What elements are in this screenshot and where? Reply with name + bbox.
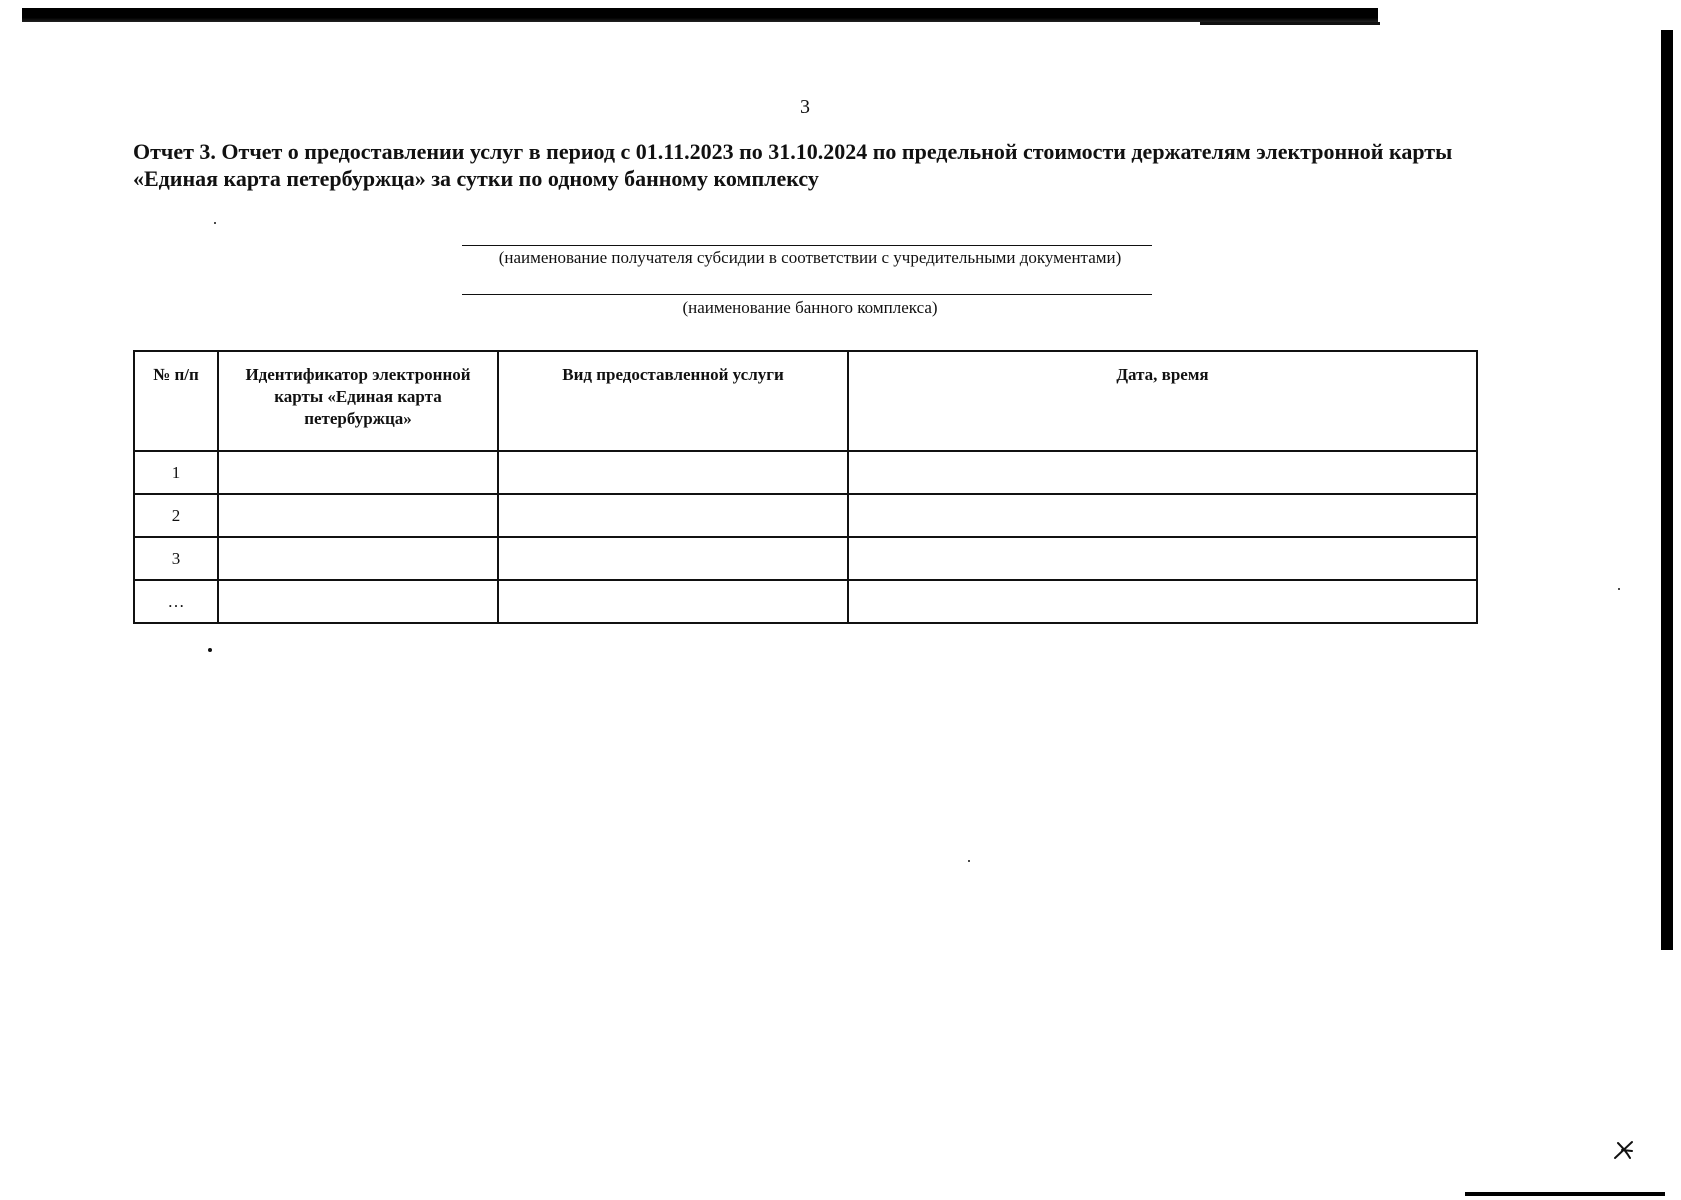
table-row	[134, 537, 1477, 580]
service-type-cell	[498, 494, 848, 537]
service-type-cell	[498, 580, 848, 623]
card-id-cell	[218, 451, 498, 494]
report-table	[133, 350, 1478, 624]
table-row	[134, 451, 1477, 494]
table-row	[134, 580, 1477, 623]
scan-edge-top-tail	[1200, 22, 1380, 25]
recipient-caption: (наименование получателя субсидии в соответствии с учредительными документами)	[498, 248, 1122, 267]
scan-edge-top	[22, 8, 1378, 22]
datetime-cell	[848, 494, 1477, 537]
table-row	[134, 494, 1477, 537]
datetime-cell	[848, 537, 1477, 580]
service-type-cell	[498, 451, 848, 494]
scan-speck	[1618, 588, 1620, 590]
card-id-cell	[218, 494, 498, 537]
scan-edge-bottom	[1465, 1192, 1665, 1196]
recipient-blank-line	[462, 245, 1152, 246]
report-title: Отчет 3. Отчет о предоставлении услуг в период с 01.11.2023 по 31.10.2024 по предельной стоимости держателям электронной карты «Единая карта петербуржца» за сутки по одному банному комплексу	[133, 139, 1453, 191]
header-card-id: Идентификатор электронной карты «Единая карта петербуржца»	[218, 351, 498, 451]
row-number: 2	[134, 494, 218, 537]
bath-complex-blank-line	[462, 294, 1152, 295]
card-id-cell	[218, 537, 498, 580]
scan-speck	[968, 860, 970, 862]
table-header-row	[134, 351, 1477, 451]
handwritten-mark-icon	[1612, 1138, 1636, 1162]
bath-complex-caption: (наименование банного комплекса)	[682, 298, 938, 317]
page-number: 3	[800, 96, 810, 118]
card-id-cell	[218, 580, 498, 623]
datetime-cell	[848, 580, 1477, 623]
header-service-type: Вид предоставленной услуги	[498, 351, 848, 451]
scan-speck	[214, 222, 216, 224]
datetime-cell	[848, 451, 1477, 494]
header-datetime: Дата, время	[848, 351, 1477, 451]
scan-speck	[208, 648, 212, 652]
row-number: 3	[134, 537, 218, 580]
row-number: …	[134, 580, 218, 623]
row-number: 1	[134, 451, 218, 494]
header-number: № п/п	[134, 351, 218, 451]
service-type-cell	[498, 537, 848, 580]
scan-edge-right	[1661, 30, 1673, 950]
